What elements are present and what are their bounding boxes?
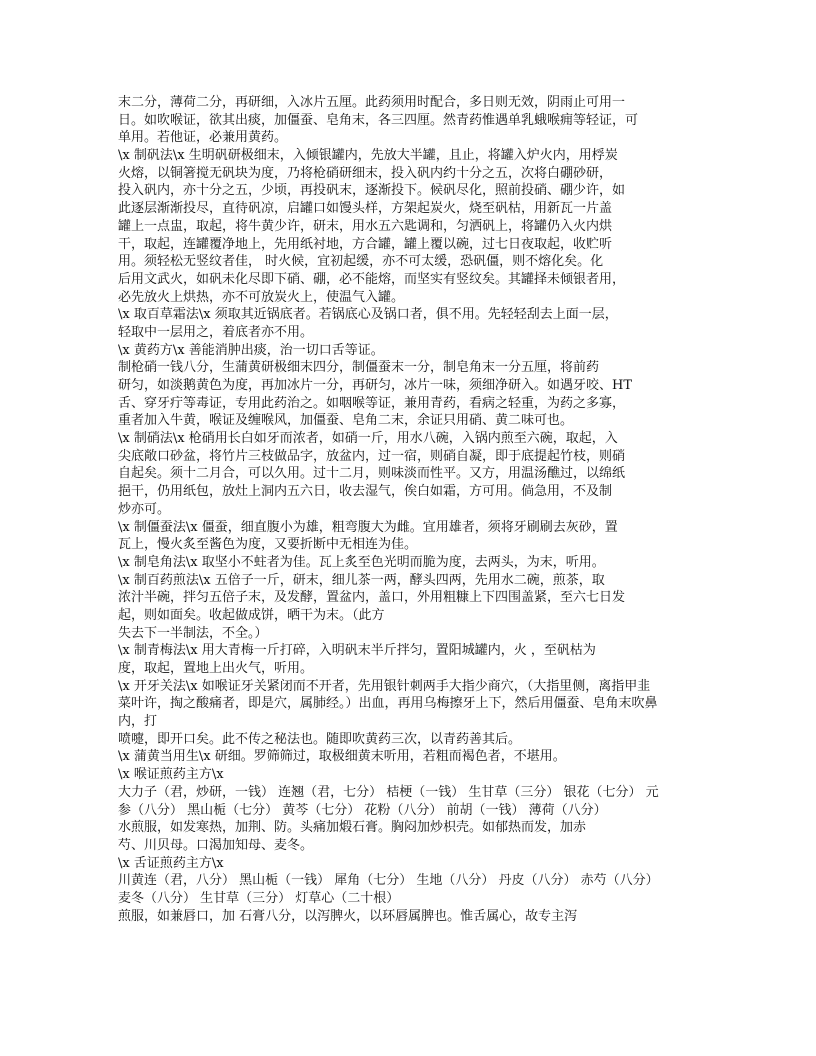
text-line: \x 制僵蚕法\x 僵蚕，细直腹小为雄，粗弯腹大为雌。宜用雄者，须将牙刷刷去灰砂，置 <box>118 519 618 535</box>
text-line: \x 制百药煎法\x 五倍子一斤，研末，细儿茶一两，酵头四两，先用水二碗，煎茶，取 <box>118 572 605 588</box>
text-line: \x 蒲黄当用生\x 研细。罗筛筛过，取极细黄末听用，若粗而褐色者，不堪用。 <box>118 749 566 765</box>
text-line: 浓汁半碗，拌匀五倍子末，及发酵，置盆内，盖口，外用粗糠上下四围盖紧，至六七日发 <box>118 590 626 606</box>
text-line: 水煎服，如发寒热，加荆、防。头痛加煅石膏。胸闷加炒枳壳。如郁热而发，加赤 <box>118 820 587 836</box>
document-page <box>118 94 708 925</box>
text-line: 麦冬（八分） 生甘草（三分） 灯草心（二十根） <box>118 890 400 906</box>
text-line: 瓦上，慢火炙至酱色为度，又要折断中无相连为佳。 <box>118 537 418 553</box>
text-line: 尖底敞口砂盆，将竹片三枝做品字，放盆内，过一宿，则硝自凝，即于底提起竹枝，则硝 <box>118 448 626 464</box>
text-line: 舌、穿牙疔等毒证，专用此药治之。如咽喉等证，兼用青药，看病之轻重，为药之多寡， <box>118 395 626 411</box>
text-line: 罐上一点盅，取起，将牛黄少许，研末，用水五六匙调和，匀洒矾上，将罐仍入火内烘 <box>118 218 613 234</box>
text-line: 挹干，仍用纸包，放灶上洞内五六日，收去湿气，俟白如霜，方可用。倘急用，不及制 <box>118 484 613 500</box>
text-line: 制枪硝一钱八分，生蒲黄研极细末四分，制僵蚕末一分，制皂角末一分五厘，将前药 <box>118 360 600 376</box>
text-line: 失去下一半制法，不全。） <box>118 625 268 641</box>
text-line: 川黄连（君，八分） 黑山栀（一钱） 犀角（七分） 生地（八分） 丹皮（八分） 赤芍（八分） <box>118 873 659 889</box>
text-line: \x 取百草霜法\x 须取其近锅底者。若锅底心及锅口者，俱不用。先轻轻刮去上面一层， <box>118 307 618 323</box>
text-line: 炒亦可。 <box>118 501 171 517</box>
text-line: \x 制硝法\x 枪硝用长白如牙而浓者，如硝一斤，用水八碗，入锅内煎至六碗，取起，入 <box>118 431 618 447</box>
text-line: 自起矣。须十二月合，可以久用。过十二月，则味淡而性平。又方，用温汤醮过，以绵纸 <box>118 466 626 482</box>
text-line: 此逐层渐渐投尽，直待矾凉，启罐口如馒头样，方架起炭火，烧至矾枯，用新瓦一片盖 <box>118 201 613 217</box>
text-line: 喷嚏，即开口矣。此不传之秘法也。随即吹黄药三次，以青药善其后。 <box>118 731 522 747</box>
text-line: \x 黄药方\x 善能消肿出痰，治一切口舌等证。 <box>118 342 384 358</box>
text-line: 轻取中一层用之，着底者亦不用。 <box>118 324 314 340</box>
text-line: 煎服，如兼唇口，加 石膏八分，以泻脾火，以环唇属脾也。惟舌属心，故专主泻 <box>118 908 578 924</box>
text-line: 大力子（君，炒研，一钱） 连翘（君，七分） 桔梗（一钱） 生甘草（三分） 银花（七分） 元 <box>118 784 659 800</box>
text-line: 内，打 <box>118 714 158 730</box>
text-line: \x 喉证煎药主方\x <box>118 767 224 783</box>
text-line: 末二分，薄荷二分，再研细，入冰片五厘。此药须用时配合，多日则无效，阴雨止可用一 <box>118 95 626 110</box>
text-line: \x 制皂角法\x 取坚小不蛀者为佳。瓦上炙至色光明而脆为度，去两头，为末，听用。 <box>118 554 605 570</box>
text-line: 投入矾内，亦十分之五，少顷，再投矾末，逐渐投下。候矾尽化，照前投硝、硼少许，如 <box>118 183 626 199</box>
text-line: 用。须轻松无竖纹者佳， 时火候，宜初起缓，亦不可太缓，恐矾僵，则不熔化矣。化 <box>118 254 604 270</box>
text-line: 日。如吹喉证，欲其出痰，加僵蚕、皂角末，各三四厘。然青药惟遇单乳蛾喉痈等轻证，可 <box>118 112 639 128</box>
text-line: 芍、川贝母。口渴加知母、麦冬。 <box>118 837 314 853</box>
text-line: \x 制矾法\x 生明矾研极细末，入倾银罐内，先放大半罐，且止，将罐入炉火内，用桴炭 <box>118 148 618 164</box>
text-line: \x 舌证煎药主方\x <box>118 855 224 871</box>
text-line: \x 制青梅法\x 用大青梅一斤打碎，入明矾末半斤拌匀，置阳城罐内，火 ，至矾枯为 <box>118 643 596 659</box>
text-line: 菜叶许，掏之酸痛者，即是穴，属肺经。）出血，再用乌梅擦牙上下，然后用僵蚕、皂角末吹鼻 <box>118 696 658 712</box>
text-line: 重者加入牛黄，喉证及缠喉风，加僵蚕、皂角二末，余证只用硝、黄二味可也。 <box>118 413 574 429</box>
text-line: 起，则如面矣。收起做成饼，晒干为末。（此方 <box>118 607 385 623</box>
text-line: 单用。若他证，必兼用黄药。 <box>118 130 288 146</box>
text-line: 干，取起，连罐覆净地上，先用纸衬地，方合罐，罐上覆以碗，过七日夜取起，收贮听 <box>118 236 613 252</box>
text-line: 火熔，以铜箸搅无矾块为度，乃将枪硝研细末，投入矾内约十分之五，次将白硼砂研， <box>118 165 613 181</box>
text-line: 参（八分） 黑山栀（七分） 黄芩（七分） 花粉（八分） 前胡（一钱） 薄荷（八分） <box>118 802 607 818</box>
text-line: 研匀，如淡鹅黄色为度，再加冰片一分，再研匀，冰片一味，须细净研入。如遇牙咬、HT <box>118 378 633 393</box>
text-line: \x 开牙关法\x 如喉证牙关紧闭而不开者，先用银针刺两手大指少商穴，（大指里侧，离指甲韭 <box>118 678 651 694</box>
text-line: 必先放火上烘热，亦不可放炭火上，使温气入罐。 <box>118 289 405 305</box>
text-line: 后用文武火，如矾未化尽即下硝、硼，必不能熔，而坚实有竖纹矣。其罐择未倾银者用， <box>118 271 626 287</box>
text-line: 度，取起，置地上出火气，听用。 <box>118 661 314 676</box>
